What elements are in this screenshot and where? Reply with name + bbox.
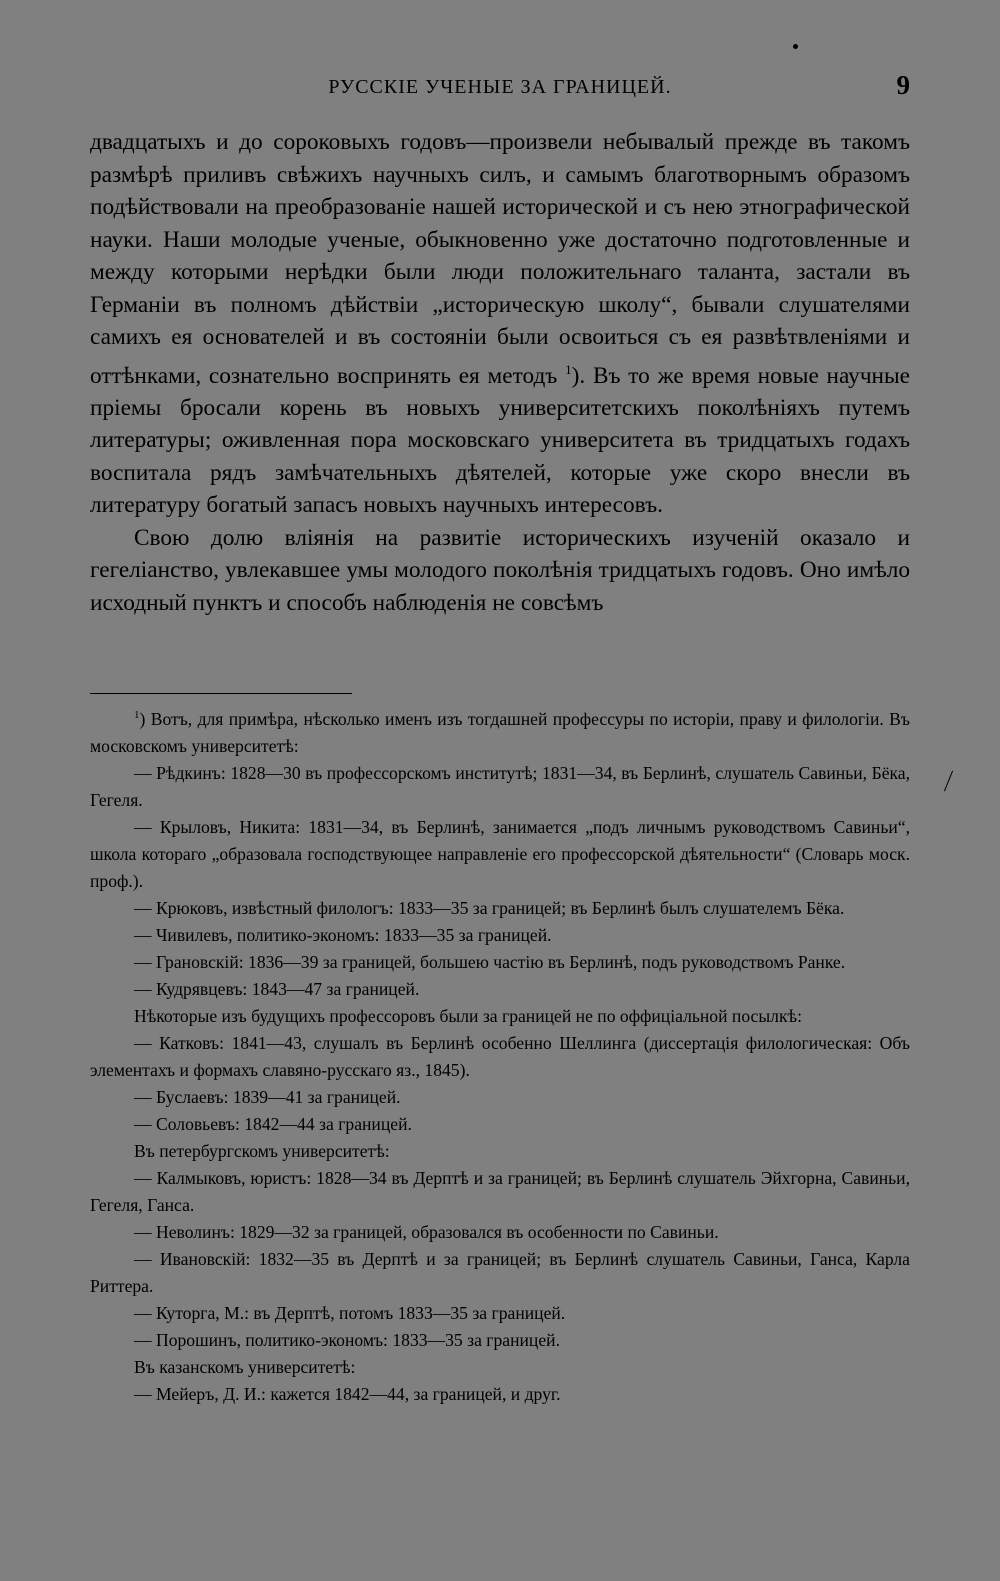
footnote-line: — Кудрявцевъ: 1843—47 за границей. bbox=[134, 978, 420, 999]
footnote-line: — Ивановскій: 1832—35 въ Дерптѣ и за границей; въ Берлинѣ слушатель Савиньи, Ганса, Карла Риттера. bbox=[90, 1248, 910, 1296]
footnote-line: — Крюковъ, извѣстный филологъ: 1833—35 за границей; въ Берлинѣ былъ слушателемъ Бёка. bbox=[134, 897, 845, 918]
footnote-line: — Порошинъ, политико-экономъ: 1833—35 за границей. bbox=[134, 1329, 560, 1350]
footnote-text: ) Вотъ, для примѣра, нѣсколько именъ изъ тогдашней профессуры по исторіи, праву и филологіи. Въ московскомъ университетѣ: bbox=[90, 708, 910, 756]
footnote-line: Въ петербургскомъ университетѣ: bbox=[134, 1140, 390, 1161]
page-number: 9 bbox=[896, 70, 910, 100]
footnote-line: — Буслаевъ: 1839—41 за границей. bbox=[134, 1086, 401, 1107]
footnote-line: — Грановскій: 1836—39 за границей, большею частію въ Берлинѣ, подъ руководствомъ Ранке. bbox=[134, 951, 846, 972]
margin-mark bbox=[944, 771, 953, 792]
footnote-divider bbox=[90, 693, 352, 694]
main-text bbox=[90, 126, 910, 619]
footnote-line: — Чивилевъ, политико-экономъ: 1833—35 за границей. bbox=[134, 924, 552, 945]
footnote-line bbox=[90, 702, 910, 760]
footnote-line: — Неволинъ: 1829—32 за границей, образовался въ особенности по Савиньи. bbox=[134, 1221, 719, 1242]
footnote-reference: 1 bbox=[565, 361, 572, 377]
paragraph-text-continued: ). Въ то же время новые научные пріемы бросали корень въ новыхъ университетскихъ поколѣніяхъ путемъ литературы; оживленная пора московскаго университета въ тридцатыхъ годахъ воспитала рядъ замѣчательныхъ дѣятелей, которые уже скоро внесли въ литературу богатый запасъ новыхъ научныхъ интересовъ. bbox=[90, 362, 910, 519]
footnote-line: — Катковъ: 1841—43, слушалъ въ Берлинѣ особенно Шеллинга (диссертація филологическая: Объ элементахъ и формахъ славяно-русскаго яз., 1845). bbox=[90, 1032, 910, 1080]
running-head bbox=[90, 70, 910, 102]
footnote-line: Въ казанскомъ университетѣ: bbox=[134, 1356, 356, 1377]
footnotes bbox=[90, 702, 910, 1408]
footnote-line: — Мейеръ, Д. И.: кажется 1842—44, за границей, и друг. bbox=[134, 1383, 561, 1404]
footnote-marker: 1 bbox=[134, 709, 140, 721]
running-title: РУССКІЕ УЧЕНЫЕ ЗА ГРАНИЦЕЙ. bbox=[328, 76, 672, 98]
ink-dot bbox=[793, 44, 798, 49]
footnote-line: — Калмыковъ, юристъ: 1828—34 въ Дерптѣ и за границей; въ Берлинѣ слушатель Эйхгорна, Савиньи, Гегеля, Ганса. bbox=[90, 1167, 910, 1215]
paragraph-text: двадцатыхъ и до сороковыхъ годовъ—произвели небывалый прежде въ такомъ размѣрѣ приливъ свѣжихъ научныхъ силъ, и самымъ благотворнымъ образомъ подѣйствовали на преобразованіе нашей исторической и съ нею этнографической науки. Наши молодые ученые, обыкновенно уже достаточно подготовленные и между которыми нерѣдки были люди положительнаго таланта, застали въ Германіи въ полномъ дѣйствіи „историческую школу“, бывали слушателями самихъ ея основателей и въ состояніи были освоиться съ ея развѣтвленіями и оттѣнками, сознательно воспринять ея методъ bbox=[90, 129, 910, 389]
paragraph: Свою долю вліянія на развитіе историческихъ изученій оказало и гегеліанство, увлекавшее умы молодого поколѣнія тридцатыхъ годовъ. Оно имѣло исходный пунктъ и способъ наблюденія не совсѣмъ bbox=[90, 524, 910, 616]
footnote-line: — Рѣдкинъ: 1828—30 въ профессорскомъ институтѣ; 1831—34, въ Берлинѣ, слушатель Савиньи, Бёка, Гегеля. bbox=[90, 762, 910, 810]
footnote-line: — Крыловъ, Никита: 1831—34, въ Берлинѣ, занимается „подъ личнымъ руководствомъ Савиньи“, школа котораго „образовала господствующее направленіе его профессорской дѣятельности“ (Словарь моск. проф.). bbox=[90, 816, 910, 891]
footnote-line: — Соловьевъ: 1842—44 за границей. bbox=[134, 1113, 412, 1134]
paragraph bbox=[90, 126, 910, 522]
footnote-line: Нѣкоторые изъ будущихъ профессоровъ были за границей не по оффиціальной посылкѣ: bbox=[134, 1005, 802, 1026]
footnote-line: — Куторга, М.: въ Дерптѣ, потомъ 1833—35 за границей. bbox=[134, 1302, 566, 1323]
